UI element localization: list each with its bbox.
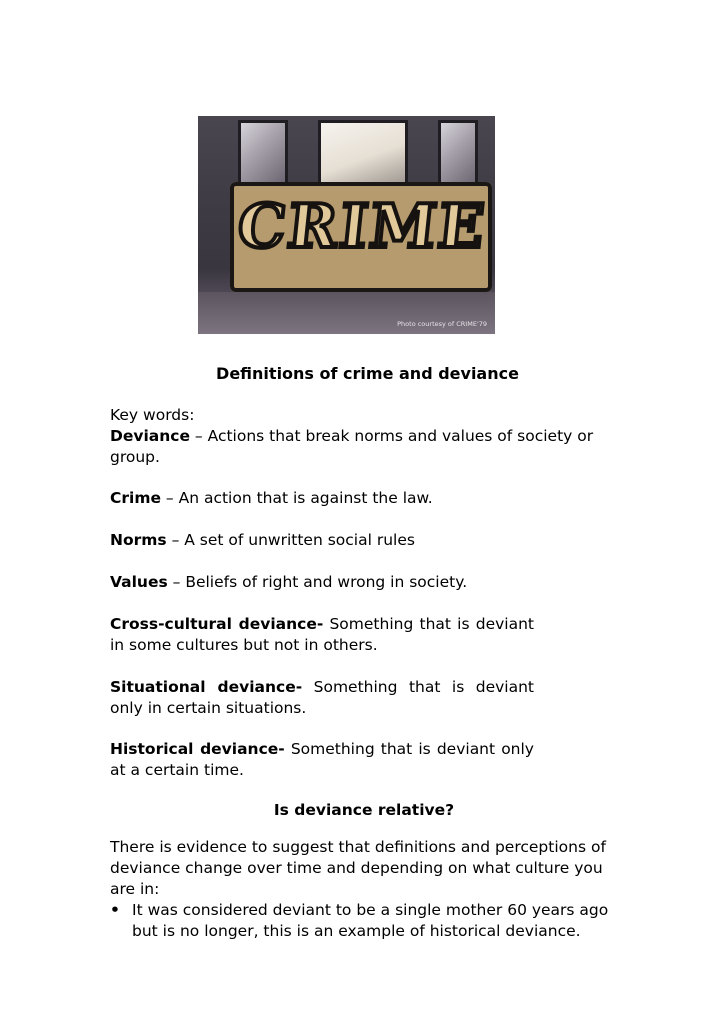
term-deviance: Deviance xyxy=(110,427,190,445)
window-left xyxy=(238,120,288,188)
def-deviance: Actions that break norms and values of society or group. xyxy=(110,427,594,466)
window-center xyxy=(318,120,408,188)
bullet-icon: • xyxy=(110,901,120,919)
definition-historical xyxy=(110,739,534,781)
photo-caption: Photo courtesy of CRIME'79 xyxy=(397,320,487,328)
definition-crime: Crime – An action that is against the law. xyxy=(110,489,433,507)
page-title: Definitions of crime and deviance xyxy=(216,364,519,383)
def-cross-cultural: Something that is deviant in some cultures but not in others. xyxy=(110,615,534,654)
term-cross-cultural: Cross-cultural deviance- xyxy=(110,615,324,633)
term-norms: Norms xyxy=(110,531,167,549)
def-norms: A set of unwritten social rules xyxy=(184,531,415,549)
term-situational: Situational deviance- xyxy=(110,678,303,696)
definition-cross-cultural xyxy=(110,614,534,656)
term-historical: Historical deviance- xyxy=(110,740,285,758)
window-right xyxy=(438,120,478,188)
bullet-text: It was considered deviant to be a single mother 60 years ago but is no longer, this is an example of historical deviance. xyxy=(132,901,609,940)
intro-paragraph: There is evidence to suggest that definitions and perceptions of deviance change over time and depending on what culture you are in: xyxy=(110,838,606,898)
def-values: Beliefs of right and wrong in society. xyxy=(185,573,468,591)
crime-graffiti-photo xyxy=(198,116,495,334)
graffiti-word: CRIME xyxy=(234,192,490,262)
keywords-label: Key words: xyxy=(110,406,195,424)
subheading: Is deviance relative? xyxy=(273,801,455,819)
definition-situational xyxy=(110,677,534,719)
definition-values: Values – Beliefs of right and wrong in society. xyxy=(110,573,468,591)
def-crime: An action that is against the law. xyxy=(178,489,433,507)
term-values: Values xyxy=(110,573,168,591)
definition-deviance: Deviance – Actions that break norms and values of society or group. xyxy=(110,427,594,466)
list-item xyxy=(110,900,625,942)
term-crime: Crime xyxy=(110,489,161,507)
def-historical: Something that is deviant only at a certain time. xyxy=(110,740,534,779)
definition-norms: Norms – A set of unwritten social rules xyxy=(110,531,415,549)
def-situational: Something that is deviant only in certain situations. xyxy=(110,678,534,717)
